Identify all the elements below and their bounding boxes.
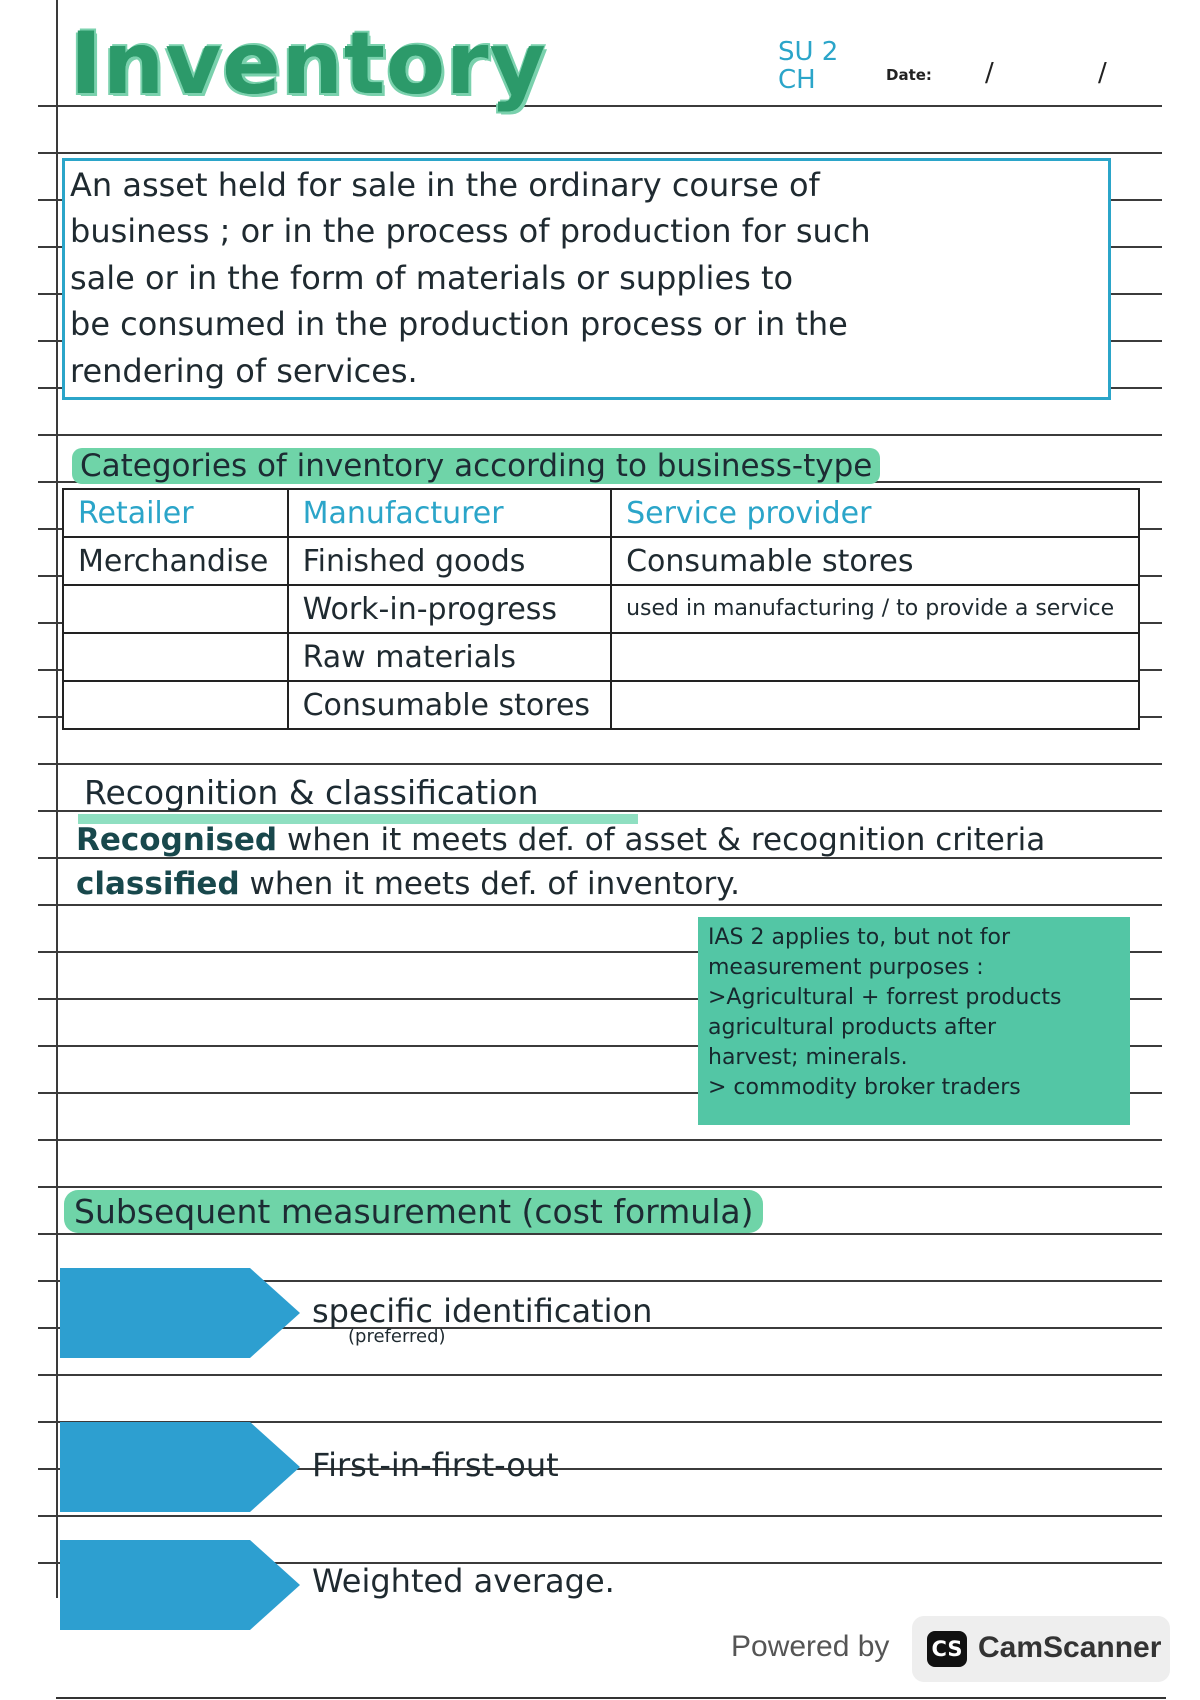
classification-line-text: when it meets def. of inventory. — [239, 866, 741, 902]
ias-2-note-box — [698, 917, 1130, 1125]
page-right-edge — [1162, 0, 1200, 1700]
table-cell: Raw materials — [288, 633, 611, 681]
table-cell: Consumable stores — [611, 537, 1139, 585]
column-header-service-provider: Service provider — [611, 489, 1139, 537]
method-label: First-in-first-out — [312, 1446, 559, 1484]
table-row — [63, 681, 1139, 729]
table-header-row — [63, 489, 1139, 537]
recognised-term: Recognised — [76, 822, 278, 858]
definition-line: sale or in the form of materials or supplies to — [70, 258, 794, 297]
recognition-line1-text: when it meets def. of asset & recognition criteria — [277, 822, 1046, 858]
powered-by-text: Powered by — [731, 1630, 890, 1663]
table-cell — [611, 633, 1139, 681]
table-row — [63, 537, 1139, 585]
method-specific-identification — [60, 1268, 760, 1368]
ias-note-line: IAS 2 applies to, but not for — [708, 925, 1010, 950]
table-cell: Work-in-progress — [288, 585, 611, 633]
definition-line: be consumed in the production process or in the — [70, 305, 848, 344]
definition-line: business ; or in the process of production for such — [70, 212, 871, 251]
ias-note-line: >Agricultural + forrest products — [708, 985, 1062, 1010]
arrow-right-icon — [60, 1268, 300, 1358]
recognition-line — [76, 822, 1045, 858]
table-cell — [63, 633, 288, 681]
categories-heading: Categories of inventory according to business-type — [72, 448, 880, 484]
method-label: specific identification — [312, 1292, 653, 1330]
ias-note-line: agricultural products after — [708, 1015, 997, 1040]
page-title: Inventory — [70, 14, 547, 114]
arrow-right-icon — [60, 1540, 300, 1630]
column-header-manufacturer: Manufacturer — [288, 489, 611, 537]
table-cell: Merchandise — [63, 537, 288, 585]
page-left-edge — [0, 0, 38, 1700]
definition-line: An asset held for sale in the ordinary course of — [70, 166, 820, 204]
date-slashes: / / — [985, 58, 1155, 88]
margin-line — [56, 0, 58, 1600]
table-row — [63, 633, 1139, 681]
definition-text — [70, 162, 1110, 394]
column-header-retailer: Retailer — [63, 489, 288, 537]
camscanner-logo-icon: CS — [927, 1631, 967, 1667]
classification-line — [76, 866, 740, 902]
subsequent-measurement-heading: Subsequent measurement (cost formula) — [64, 1190, 763, 1233]
method-label: Weighted average. — [312, 1562, 615, 1600]
classified-term: classified — [76, 866, 240, 902]
ias-note-line: harvest; minerals. — [708, 1045, 908, 1070]
method-weighted-average — [60, 1540, 760, 1640]
table-row — [63, 585, 1139, 633]
table-cell — [63, 585, 288, 633]
categories-table — [62, 488, 1140, 730]
table-cell: Finished goods — [288, 537, 611, 585]
table-cell: Consumable stores — [288, 681, 611, 729]
definition-line: rendering of services. — [70, 351, 418, 390]
method-fifo — [60, 1422, 760, 1522]
table-cell — [63, 681, 288, 729]
su-code-line2: CH — [778, 65, 816, 95]
camscanner-brand-name: CamScanner — [978, 1631, 1162, 1664]
table-cell — [611, 681, 1139, 729]
arrow-right-icon — [60, 1422, 300, 1512]
ias-note-line: measurement purposes : — [708, 955, 984, 980]
ias-note-line: > commodity broker traders — [708, 1075, 1021, 1100]
su-code-line1: SU 2 — [778, 37, 839, 67]
table-cell-note: used in manufacturing / to provide a service — [611, 585, 1139, 633]
preferred-note: (preferred) — [348, 1326, 446, 1347]
footer-divider — [56, 1697, 1166, 1699]
date-label: Date: — [886, 66, 932, 84]
study-unit-code — [778, 38, 838, 94]
recognition-heading: Recognition & classification — [84, 773, 539, 812]
